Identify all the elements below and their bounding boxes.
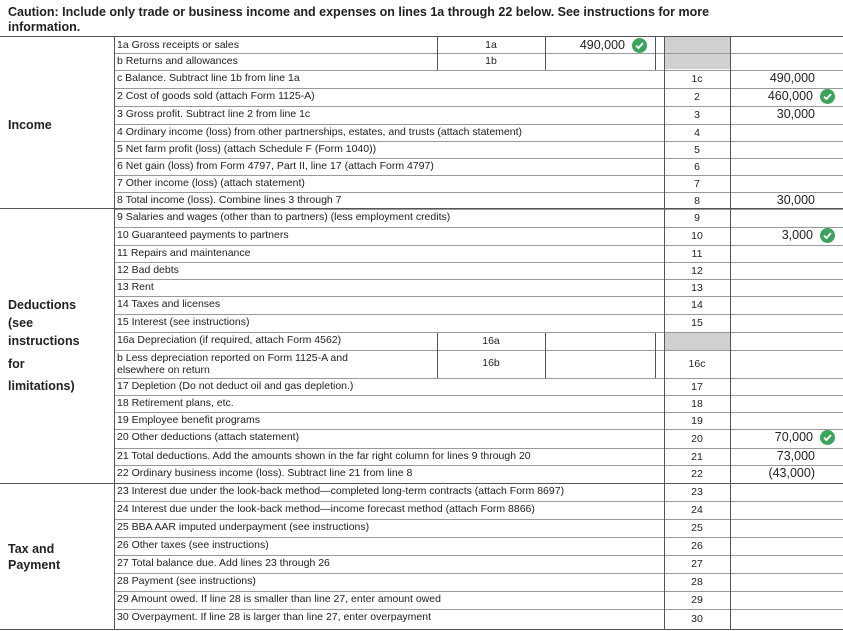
row-label: 22 Ordinary business income (loss). Subtract line 21 from line 8 <box>117 467 413 479</box>
row-label: 10 Guaranteed payments to partners <box>117 229 289 241</box>
section-tax-2: Payment <box>8 558 61 572</box>
form-row <box>114 262 730 279</box>
amount-value: 30,000 <box>776 193 815 207</box>
line-number: 4 <box>694 126 700 139</box>
amount-field[interactable] <box>731 296 839 314</box>
line-number: 7 <box>694 177 700 190</box>
amount-value: 30,000 <box>776 107 815 121</box>
row-label: 27 Total balance due. Add lines 23 through 26 <box>117 557 330 569</box>
amount-field[interactable] <box>731 609 839 629</box>
caution-text: Caution: Include only trade or business income and expenses on lines 1a through 22 below. See instructions for more information. <box>8 5 710 34</box>
amount-field[interactable] <box>731 53 839 70</box>
line-number: 14 <box>691 299 703 311</box>
amount-field[interactable] <box>731 483 839 501</box>
line-number: 6 <box>694 160 700 173</box>
amount-field[interactable] <box>731 573 839 591</box>
section-deductions-3: instructions <box>8 334 80 348</box>
line-number: 24 <box>691 504 703 516</box>
line-number: 22 <box>691 468 703 480</box>
line-number: 16c <box>688 358 706 370</box>
line-number: 12 <box>691 264 703 277</box>
form-row <box>114 501 730 519</box>
form-row <box>114 141 730 158</box>
row-label: 9 Salaries and wages (other than to partners) (less employment credits) <box>117 211 451 223</box>
row-label: 29 Amount owed. If line 28 is smaller than line 27, enter amount owed <box>117 593 441 605</box>
row-label: 4 Ordinary income (loss) from other partnerships, estates, and trusts (attach statement) <box>117 126 522 138</box>
amount-value: 73,000 <box>776 449 815 463</box>
amount-value: 460,000 <box>767 89 813 103</box>
row-label: 23 Interest due under the look-back method—completed long-term contracts (attach Form 8697) <box>117 485 565 497</box>
row-label: 28 Payment (see instructions) <box>117 575 256 587</box>
row-label: 7 Other income (loss) (attach statement) <box>117 177 305 189</box>
row-label: 21 Total deductions. Add the amounts shown in the far right column for lines 9 through 20 <box>117 450 531 462</box>
value-1a: 490,000 <box>579 38 625 52</box>
form-row <box>114 53 730 70</box>
amount-field[interactable] <box>731 314 839 332</box>
amount-field[interactable] <box>731 537 839 555</box>
amount-field[interactable] <box>731 350 839 378</box>
row-label: 12 Bad debts <box>117 264 179 276</box>
line-number: 17 <box>691 380 703 393</box>
amount-value: 490,000 <box>769 71 815 85</box>
form-row <box>114 573 730 591</box>
amount-field[interactable] <box>731 106 839 124</box>
amount-field[interactable] <box>731 192 839 209</box>
amount-field[interactable] <box>731 175 839 192</box>
row-label: b Less depreciation reported on Form 1125-A and elsewhere on return <box>117 352 348 376</box>
form-row <box>114 106 730 124</box>
row-label: 11 Repairs and maintenance <box>117 247 251 259</box>
amount-field[interactable] <box>731 448 839 465</box>
code-16a: 16a <box>482 335 500 347</box>
line-number: 30 <box>691 613 703 625</box>
form-row <box>114 245 730 262</box>
line-number: 2 <box>694 91 700 103</box>
line-number: 15 <box>691 317 703 329</box>
row-label: 14 Taxes and licenses <box>117 298 221 310</box>
code-1a: 1a <box>485 39 497 51</box>
form-row <box>114 537 730 555</box>
row-label: 17 Depletion (Do not deduct oil and gas depletion.) <box>117 380 354 392</box>
amount-field[interactable] <box>731 141 839 158</box>
section-deductions-4: for <box>8 357 25 371</box>
amount-field[interactable] <box>731 591 839 609</box>
code-1b: 1b <box>485 55 497 67</box>
form-row <box>114 192 730 209</box>
amount-field[interactable] <box>731 519 839 537</box>
amount-field[interactable] <box>731 429 839 448</box>
form-row <box>114 412 730 429</box>
form-row <box>114 519 730 537</box>
row-label: 18 Retirement plans, etc. <box>117 397 234 409</box>
amount-field[interactable] <box>731 209 839 227</box>
amount-field[interactable] <box>731 262 839 279</box>
amount-field[interactable] <box>731 555 839 573</box>
section-deductions-2: (see <box>8 316 34 330</box>
row-label: 15 Interest (see instructions) <box>117 316 250 328</box>
line-number: 11 <box>691 247 703 260</box>
form-row <box>114 609 730 629</box>
form-row <box>114 88 730 106</box>
row-label: 30 Overpayment. If line 28 is larger than line 27, enter overpayment <box>117 611 432 623</box>
check-circle-icon <box>820 89 835 104</box>
line-number: 25 <box>691 522 703 534</box>
amount-value: (43,000) <box>768 466 815 480</box>
form-row <box>114 314 730 332</box>
form-row <box>114 124 730 141</box>
row-label: 26 Other taxes (see instructions) <box>117 539 269 551</box>
form-row <box>114 483 730 501</box>
row-label: c Balance. Subtract line 1b from line 1a <box>117 72 300 84</box>
amount-field[interactable] <box>731 465 839 483</box>
amount-field[interactable] <box>731 501 839 519</box>
check-circle-icon <box>820 430 835 445</box>
section-tax-1: Tax and <box>8 542 55 556</box>
amount-field[interactable] <box>731 279 839 296</box>
form-row <box>114 175 730 192</box>
form-row <box>114 37 730 53</box>
row-label: 24 Interest due under the look-back method—income forecast method (attach Form 8866) <box>117 503 535 515</box>
line-number: 8 <box>694 194 700 207</box>
section-deductions-5: limitations) <box>8 379 75 393</box>
code-16b: 16b <box>482 357 500 369</box>
row-label: 13 Rent <box>117 281 154 293</box>
form-row <box>114 209 730 227</box>
amount-field[interactable] <box>731 124 839 141</box>
amount-field[interactable] <box>731 245 839 262</box>
amount-value: 3,000 <box>781 228 813 242</box>
line-number: 20 <box>691 432 703 445</box>
check-circle-icon <box>820 228 835 243</box>
amount-field[interactable] <box>731 88 839 106</box>
row-label: b Returns and allowances <box>117 55 238 67</box>
form-row <box>114 296 730 314</box>
row-label: 20 Other deductions (attach statement) <box>117 431 300 443</box>
form-row <box>114 227 730 245</box>
line-number: 5 <box>694 143 700 156</box>
form-row <box>114 591 730 609</box>
line-number: 10 <box>691 230 703 242</box>
line-number: 29 <box>691 594 703 606</box>
row-label: 8 Total income (loss). Combine lines 3 through 7 <box>117 194 342 206</box>
line-number: 27 <box>691 558 703 570</box>
form-row <box>114 395 730 412</box>
form-row <box>114 448 730 465</box>
amount-field[interactable] <box>731 412 839 429</box>
row-label: 1a Gross receipts or sales <box>117 39 239 51</box>
line-number: 1c <box>691 73 703 85</box>
amount-field[interactable] <box>731 332 839 350</box>
form-row <box>114 70 730 88</box>
form-row <box>114 279 730 296</box>
line-number: 3 <box>694 109 700 121</box>
line-number: 19 <box>691 414 703 427</box>
line-number: 26 <box>691 540 703 552</box>
section-deductions-1: Deductions <box>8 298 77 312</box>
form-row <box>114 378 730 395</box>
form-row <box>114 350 730 378</box>
amount-field[interactable] <box>731 395 839 412</box>
form-row <box>114 158 730 175</box>
form-row <box>114 465 730 483</box>
line-number: 23 <box>691 486 703 498</box>
row-label: 6 Net gain (loss) from Form 4797, Part II, line 17 (attach Form 4797) <box>117 160 434 172</box>
form-row <box>114 332 730 350</box>
line-number: 28 <box>691 576 703 588</box>
form-row <box>114 429 730 448</box>
amount-value: 70,000 <box>774 430 813 444</box>
line-number: 21 <box>691 450 703 463</box>
amount-field[interactable] <box>731 378 839 395</box>
amount-field[interactable] <box>731 37 839 53</box>
form-row <box>114 555 730 573</box>
row-label: 3 Gross profit. Subtract line 2 from line 1c <box>117 108 311 120</box>
row-label: 5 Net farm profit (loss) (attach Schedule F (Form 1040)) <box>117 143 377 155</box>
line-number: 18 <box>691 397 703 410</box>
row-label: 2 Cost of goods sold (attach Form 1125-A) <box>117 90 315 102</box>
amount-field[interactable] <box>731 227 839 245</box>
section-income: Income <box>8 118 52 132</box>
line-number: 9 <box>694 212 700 224</box>
line-number: 13 <box>691 281 703 294</box>
row-label: 16a Depreciation (if required, attach Form 4562) <box>117 334 342 346</box>
amount-field[interactable] <box>731 70 839 88</box>
row-label: 25 BBA AAR imputed underpayment (see instructions) <box>117 521 370 533</box>
amount-field[interactable] <box>731 158 839 175</box>
row-label: 19 Employee benefit programs <box>117 414 260 426</box>
